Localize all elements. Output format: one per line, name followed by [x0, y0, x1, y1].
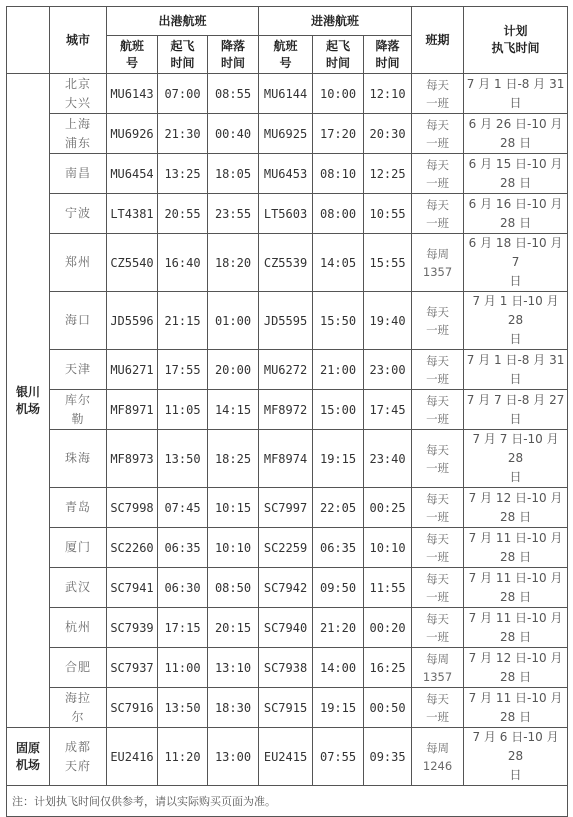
in-flight-no: SC7942 [259, 568, 313, 608]
out-flight-no: MU6926 [107, 114, 158, 154]
outbound-header: 出港航班 [107, 7, 259, 36]
in-flight-no: SC7938 [259, 648, 313, 688]
out-arr-time: 14:15 [208, 390, 259, 430]
table-row [7, 728, 568, 786]
airport-cell: 银川 机场 [7, 74, 50, 728]
out-dep-time: 13:25 [158, 154, 208, 194]
in-dep-time: 10:00 [313, 74, 364, 114]
flight-rows [7, 74, 568, 786]
out-flight-no: JD5596 [107, 292, 158, 350]
out-dep-time: 21:15 [158, 292, 208, 350]
out-flight-no: SC7941 [107, 568, 158, 608]
out-arr-time: 18:30 [208, 688, 259, 728]
out-arr-time: 20:15 [208, 608, 259, 648]
in-dep-time: 19:15 [313, 688, 364, 728]
period-header: 计划 执飞时间 [464, 7, 568, 74]
inbound-header: 进港航班 [259, 7, 412, 36]
schedule-cell: 每天 一班 [412, 114, 464, 154]
period-cell: 7 月 11 日-10 月 28 日 [464, 568, 568, 608]
period-cell: 7 月 11 日-10 月 28 日 [464, 608, 568, 648]
in-dep-time: 14:05 [313, 234, 364, 292]
out-arr-time: 23:55 [208, 194, 259, 234]
city-cell: 海口 [50, 292, 107, 350]
period-cell: 7 月 6 日-10 月 28 日 [464, 728, 568, 786]
out-flight-no: MU6454 [107, 154, 158, 194]
schedule-cell: 每天 一班 [412, 608, 464, 648]
out-arr-time: 01:00 [208, 292, 259, 350]
in-arr-time: 16:25 [364, 648, 412, 688]
period-cell: 7 月 1 日-10 月 28 日 [464, 292, 568, 350]
period-cell: 7 月 1 日-8 月 31 日 [464, 350, 568, 390]
out-flight-no: EU2416 [107, 728, 158, 786]
out-flight-no: SC7937 [107, 648, 158, 688]
period-cell: 7 月 1 日-8 月 31 日 [464, 74, 568, 114]
out-flight-no: SC7916 [107, 688, 158, 728]
in-flight-no: SC7940 [259, 608, 313, 648]
in-arr-time: 10:55 [364, 194, 412, 234]
table-row [7, 350, 568, 390]
in-flight-no: JD5595 [259, 292, 313, 350]
table-row [7, 390, 568, 430]
out-dep-time: 11:20 [158, 728, 208, 786]
out-arr-time: 00:40 [208, 114, 259, 154]
in-arr-time: 23:40 [364, 430, 412, 488]
table-row [7, 648, 568, 688]
schedule-cell: 每天 一班 [412, 528, 464, 568]
period-cell: 6 月 16 日-10 月 28 日 [464, 194, 568, 234]
city-cell: 宁波 [50, 194, 107, 234]
city-cell: 合肥 [50, 648, 107, 688]
out-dep-time: 21:30 [158, 114, 208, 154]
city-cell: 杭州 [50, 608, 107, 648]
table-row [7, 234, 568, 292]
out-arr-time: 08:55 [208, 74, 259, 114]
in-flight-no-header: 航班 号 [259, 36, 313, 74]
out-arr-time: 20:00 [208, 350, 259, 390]
period-cell: 6 月 18 日-10 月 7 日 [464, 234, 568, 292]
city-cell: 厦门 [50, 528, 107, 568]
city-cell: 北京 大兴 [50, 74, 107, 114]
table-row [7, 608, 568, 648]
out-flight-no: CZ5540 [107, 234, 158, 292]
table-row [7, 488, 568, 528]
out-dep-time: 17:15 [158, 608, 208, 648]
in-arr-time: 00:20 [364, 608, 412, 648]
in-dep-time: 17:20 [313, 114, 364, 154]
schedule-cell: 每天 一班 [412, 154, 464, 194]
period-cell: 7 月 11 日-10 月 28 日 [464, 688, 568, 728]
in-dep-time: 15:50 [313, 292, 364, 350]
schedule-cell: 每天 一班 [412, 488, 464, 528]
table-row [7, 430, 568, 488]
out-arr-time: 18:25 [208, 430, 259, 488]
schedule-cell: 每天 一班 [412, 194, 464, 234]
schedule-cell: 每周 1357 [412, 234, 464, 292]
in-flight-no: EU2415 [259, 728, 313, 786]
table-row [7, 194, 568, 234]
in-dep-time-header: 起飞 时间 [313, 36, 364, 74]
schedule-cell: 每天 一班 [412, 430, 464, 488]
note-row [7, 786, 568, 817]
in-dep-time: 21:00 [313, 350, 364, 390]
in-arr-time: 00:25 [364, 488, 412, 528]
out-flight-no: MU6271 [107, 350, 158, 390]
flight-schedule-table [6, 6, 568, 817]
table-row [7, 154, 568, 194]
in-arr-time: 12:25 [364, 154, 412, 194]
city-cell: 上海 浦东 [50, 114, 107, 154]
schedule-header: 班期 [412, 7, 464, 74]
city-cell: 武汉 [50, 568, 107, 608]
out-dep-time: 20:55 [158, 194, 208, 234]
in-dep-time: 08:10 [313, 154, 364, 194]
in-flight-no: MU6925 [259, 114, 313, 154]
city-cell: 海拉 尔 [50, 688, 107, 728]
footnote: 注：计划执飞时间仅供参考，请以实际购买页面为准。 [7, 786, 568, 817]
table-row [7, 292, 568, 350]
out-arr-time: 13:00 [208, 728, 259, 786]
out-arr-time-header: 降落 时间 [208, 36, 259, 74]
in-arr-time: 20:30 [364, 114, 412, 154]
period-cell: 7 月 11 日-10 月 28 日 [464, 528, 568, 568]
city-cell: 库尔 勒 [50, 390, 107, 430]
period-cell: 6 月 15 日-10 月 28 日 [464, 154, 568, 194]
in-flight-no: MF8974 [259, 430, 313, 488]
out-dep-time: 17:55 [158, 350, 208, 390]
in-arr-time-header: 降落 时间 [364, 36, 412, 74]
in-flight-no: MU6453 [259, 154, 313, 194]
period-cell: 7 月 7 日-8 月 27 日 [464, 390, 568, 430]
schedule-cell: 每天 一班 [412, 350, 464, 390]
city-cell: 天津 [50, 350, 107, 390]
table-row [7, 688, 568, 728]
out-arr-time: 10:15 [208, 488, 259, 528]
in-flight-no: MU6144 [259, 74, 313, 114]
in-flight-no: LT5603 [259, 194, 313, 234]
city-cell: 青岛 [50, 488, 107, 528]
in-dep-time: 19:15 [313, 430, 364, 488]
out-dep-time: 11:05 [158, 390, 208, 430]
in-arr-time: 23:00 [364, 350, 412, 390]
period-cell: 7 月 7 日-10 月 28 日 [464, 430, 568, 488]
out-arr-time: 18:20 [208, 234, 259, 292]
out-flight-no: MF8973 [107, 430, 158, 488]
in-arr-time: 10:10 [364, 528, 412, 568]
out-dep-time: 13:50 [158, 688, 208, 728]
city-cell: 南昌 [50, 154, 107, 194]
out-arr-time: 08:50 [208, 568, 259, 608]
in-arr-time: 12:10 [364, 74, 412, 114]
out-flight-no: MF8971 [107, 390, 158, 430]
in-arr-time: 00:50 [364, 688, 412, 728]
schedule-cell: 每天 一班 [412, 568, 464, 608]
city-cell: 郑州 [50, 234, 107, 292]
out-dep-time: 13:50 [158, 430, 208, 488]
city-header: 城市 [50, 7, 107, 74]
in-flight-no: SC7997 [259, 488, 313, 528]
out-dep-time: 06:30 [158, 568, 208, 608]
out-flight-no: SC2260 [107, 528, 158, 568]
out-arr-time: 18:05 [208, 154, 259, 194]
table-row [7, 114, 568, 154]
in-arr-time: 17:45 [364, 390, 412, 430]
schedule-cell: 每天 一班 [412, 390, 464, 430]
out-dep-time-header: 起飞 时间 [158, 36, 208, 74]
out-dep-time: 07:45 [158, 488, 208, 528]
table-row [7, 568, 568, 608]
period-cell: 7 月 12 日-10 月 28 日 [464, 488, 568, 528]
in-dep-time: 22:05 [313, 488, 364, 528]
in-flight-no: SC7915 [259, 688, 313, 728]
out-flight-no: SC7939 [107, 608, 158, 648]
in-dep-time: 08:00 [313, 194, 364, 234]
in-dep-time: 09:50 [313, 568, 364, 608]
schedule-cell: 每天 一班 [412, 292, 464, 350]
out-flight-no: SC7998 [107, 488, 158, 528]
in-arr-time: 11:55 [364, 568, 412, 608]
period-cell: 6 月 26 日-10 月 28 日 [464, 114, 568, 154]
in-dep-time: 07:55 [313, 728, 364, 786]
out-arr-time: 10:10 [208, 528, 259, 568]
out-dep-time: 06:35 [158, 528, 208, 568]
in-arr-time: 19:40 [364, 292, 412, 350]
in-dep-time: 15:00 [313, 390, 364, 430]
corner-header-cell [7, 7, 50, 74]
table-row [7, 74, 568, 114]
schedule-cell: 每天 一班 [412, 74, 464, 114]
in-arr-time: 09:35 [364, 728, 412, 786]
out-flight-no: MU6143 [107, 74, 158, 114]
in-dep-time: 06:35 [313, 528, 364, 568]
in-dep-time: 21:20 [313, 608, 364, 648]
table-row [7, 528, 568, 568]
in-flight-no: MU6272 [259, 350, 313, 390]
out-arr-time: 13:10 [208, 648, 259, 688]
schedule-cell: 每周 1246 [412, 728, 464, 786]
flight-schedule [6, 6, 567, 817]
header-row-top [7, 7, 568, 36]
period-cell: 7 月 12 日-10 月 28 日 [464, 648, 568, 688]
in-dep-time: 14:00 [313, 648, 364, 688]
airport-cell: 固原 机场 [7, 728, 50, 786]
in-flight-no: CZ5539 [259, 234, 313, 292]
out-dep-time: 11:00 [158, 648, 208, 688]
schedule-cell: 每天 一班 [412, 688, 464, 728]
schedule-cell: 每周 1357 [412, 648, 464, 688]
city-cell: 成都 天府 [50, 728, 107, 786]
in-arr-time: 15:55 [364, 234, 412, 292]
in-flight-no: MF8972 [259, 390, 313, 430]
out-dep-time: 07:00 [158, 74, 208, 114]
in-flight-no: SC2259 [259, 528, 313, 568]
out-flight-no-header: 航班 号 [107, 36, 158, 74]
out-flight-no: LT4381 [107, 194, 158, 234]
city-cell: 珠海 [50, 430, 107, 488]
out-dep-time: 16:40 [158, 234, 208, 292]
